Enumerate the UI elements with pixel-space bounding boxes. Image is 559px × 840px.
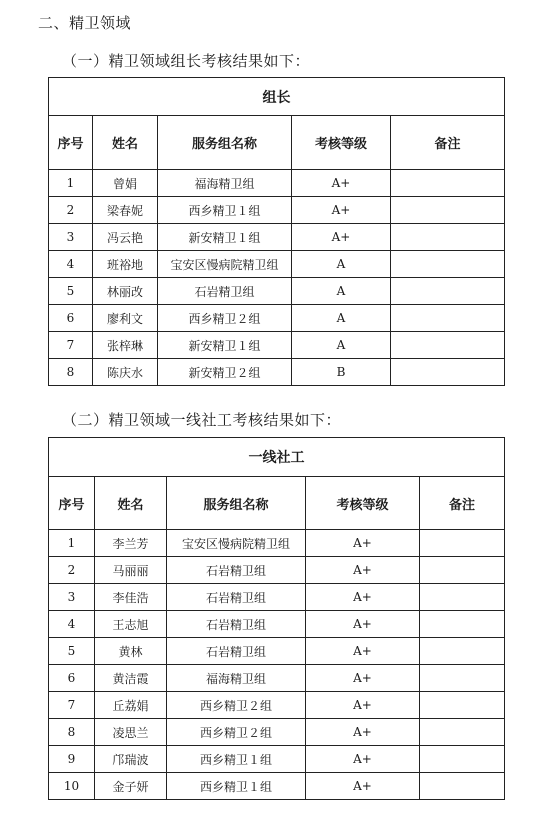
column-header-group: 服务组名称 <box>158 116 292 170</box>
table-row <box>49 746 505 773</box>
column-header-name: 姓名 <box>93 116 158 170</box>
cell-name: 金子妍 <box>95 773 167 800</box>
cell-grade: A <box>292 278 391 305</box>
cell-group: 石岩精卫组 <box>167 611 306 638</box>
cell-index: 2 <box>49 197 93 224</box>
table-row <box>49 773 505 800</box>
cell-name: 李佳浩 <box>95 584 167 611</box>
cell-index: 3 <box>49 224 93 251</box>
cell-grade: A+ <box>306 746 420 773</box>
table-row <box>49 170 505 197</box>
cell-name: 王志旭 <box>95 611 167 638</box>
column-header-grade: 考核等级 <box>306 477 420 530</box>
cell-name: 丘荔娟 <box>95 692 167 719</box>
cell-group: 福海精卫组 <box>158 170 292 197</box>
cell-remark <box>420 584 505 611</box>
column-header-index: 序号 <box>49 116 93 170</box>
table-row <box>49 332 505 359</box>
column-header-remark: 备注 <box>391 116 505 170</box>
subsection-heading-leaders: （一）精卫领域组长考核结果如下： <box>62 52 311 70</box>
cell-name: 班裕地 <box>93 251 158 278</box>
table-header-row <box>49 116 505 170</box>
cell-name: 陈庆水 <box>93 359 158 386</box>
cell-index: 5 <box>49 278 93 305</box>
cell-group: 石岩精卫组 <box>167 638 306 665</box>
cell-index: 6 <box>49 665 95 692</box>
cell-grade: A <box>292 332 391 359</box>
table-row <box>49 359 505 386</box>
column-header-group: 服务组名称 <box>167 477 306 530</box>
cell-index: 7 <box>49 692 95 719</box>
section-heading: 二、精卫领域 <box>38 14 132 32</box>
cell-name: 邝瑞波 <box>95 746 167 773</box>
cell-group: 新安精卫１组 <box>158 224 292 251</box>
cell-index: 6 <box>49 305 93 332</box>
cell-index: 8 <box>49 719 95 746</box>
cell-grade: A+ <box>292 197 391 224</box>
cell-index: 5 <box>49 638 95 665</box>
cell-remark <box>420 557 505 584</box>
cell-group: 西乡精卫２组 <box>167 719 306 746</box>
cell-index: 1 <box>49 530 95 557</box>
cell-group: 西乡精卫１组 <box>158 197 292 224</box>
cell-group: 宝安区慢病院精卫组 <box>167 530 306 557</box>
table-row <box>49 584 505 611</box>
table-row <box>49 557 505 584</box>
cell-index: 7 <box>49 332 93 359</box>
cell-name: 马丽丽 <box>95 557 167 584</box>
cell-name: 李兰芳 <box>95 530 167 557</box>
cell-group: 宝安区慢病院精卫组 <box>158 251 292 278</box>
cell-group: 新安精卫２组 <box>158 359 292 386</box>
column-header-index: 序号 <box>49 477 95 530</box>
cell-group: 西乡精卫１组 <box>167 746 306 773</box>
cell-remark <box>391 332 505 359</box>
cell-grade: A+ <box>306 719 420 746</box>
cell-grade: A+ <box>292 170 391 197</box>
cell-group: 西乡精卫２组 <box>158 305 292 332</box>
table-row <box>49 638 505 665</box>
cell-grade: A+ <box>306 665 420 692</box>
table-row <box>49 665 505 692</box>
cell-index: 10 <box>49 773 95 800</box>
table-row <box>49 224 505 251</box>
cell-name: 凌思兰 <box>95 719 167 746</box>
cell-group: 新安精卫１组 <box>158 332 292 359</box>
table-header-row <box>49 477 505 530</box>
cell-remark <box>391 305 505 332</box>
cell-group: 西乡精卫２组 <box>167 692 306 719</box>
cell-remark <box>391 359 505 386</box>
table-row <box>49 278 505 305</box>
cell-name: 冯云艳 <box>93 224 158 251</box>
cell-group: 石岩精卫组 <box>167 557 306 584</box>
cell-grade: A+ <box>306 773 420 800</box>
cell-grade: A+ <box>306 638 420 665</box>
cell-remark <box>420 719 505 746</box>
cell-name: 曾娟 <box>93 170 158 197</box>
social-workers-table <box>48 437 505 800</box>
cell-group: 福海精卫组 <box>167 665 306 692</box>
leaders-table <box>48 77 505 386</box>
table-row <box>49 197 505 224</box>
cell-remark <box>420 692 505 719</box>
cell-remark <box>420 665 505 692</box>
cell-grade: A+ <box>306 557 420 584</box>
cell-index: 3 <box>49 584 95 611</box>
cell-grade: A+ <box>306 611 420 638</box>
cell-remark <box>391 251 505 278</box>
table-title: 组长 <box>49 78 505 116</box>
table-row <box>49 305 505 332</box>
cell-remark <box>391 278 505 305</box>
cell-grade: B <box>292 359 391 386</box>
cell-remark <box>391 224 505 251</box>
table-title: 一线社工 <box>49 438 505 477</box>
cell-remark <box>420 746 505 773</box>
cell-grade: A <box>292 305 391 332</box>
cell-group: 西乡精卫１组 <box>167 773 306 800</box>
cell-grade: A+ <box>306 530 420 557</box>
cell-index: 2 <box>49 557 95 584</box>
table-row <box>49 611 505 638</box>
cell-remark <box>391 170 505 197</box>
cell-remark <box>391 197 505 224</box>
table-row <box>49 692 505 719</box>
cell-index: 8 <box>49 359 93 386</box>
column-header-grade: 考核等级 <box>292 116 391 170</box>
table-row <box>49 719 505 746</box>
cell-grade: A+ <box>292 224 391 251</box>
column-header-remark: 备注 <box>420 477 505 530</box>
cell-index: 1 <box>49 170 93 197</box>
cell-remark <box>420 773 505 800</box>
table-row <box>49 251 505 278</box>
cell-group: 石岩精卫组 <box>158 278 292 305</box>
cell-remark <box>420 638 505 665</box>
cell-index: 9 <box>49 746 95 773</box>
cell-group: 石岩精卫组 <box>167 584 306 611</box>
cell-name: 梁春妮 <box>93 197 158 224</box>
cell-grade: A+ <box>306 584 420 611</box>
cell-index: 4 <box>49 611 95 638</box>
subsection-heading-social-workers: （二）精卫领域一线社工考核结果如下： <box>62 411 342 429</box>
cell-remark <box>420 530 505 557</box>
table-row <box>49 530 505 557</box>
cell-name: 黄林 <box>95 638 167 665</box>
cell-grade: A <box>292 251 391 278</box>
cell-name: 林丽改 <box>93 278 158 305</box>
cell-name: 张梓琳 <box>93 332 158 359</box>
cell-grade: A+ <box>306 692 420 719</box>
column-header-name: 姓名 <box>95 477 167 530</box>
cell-name: 廖利文 <box>93 305 158 332</box>
cell-index: 4 <box>49 251 93 278</box>
cell-name: 黄洁霞 <box>95 665 167 692</box>
cell-remark <box>420 611 505 638</box>
